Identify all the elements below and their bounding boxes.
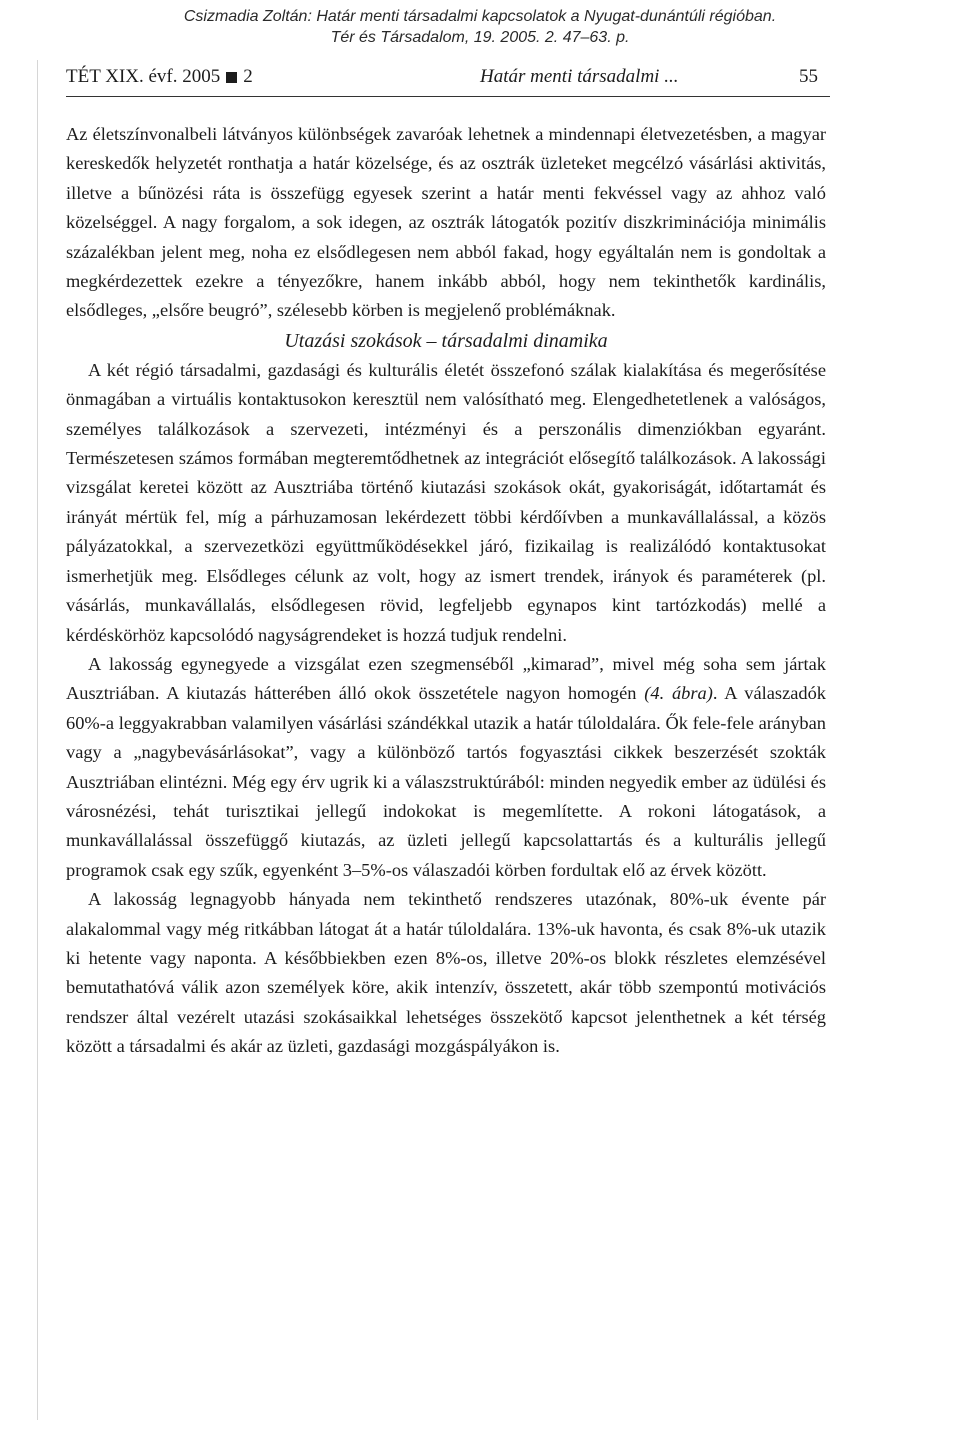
citation-line-2: Tér és Társadalom, 19. 2005. 2. 47–63. p. bbox=[330, 29, 630, 46]
running-head-journal bbox=[66, 66, 253, 88]
running-head bbox=[66, 66, 830, 97]
page-number: 55 bbox=[799, 66, 818, 87]
paragraph-1: Az életszínvonalbeli látványos különbségek zavaróak lehetnek a mindennapi életvezetésben, a magyar kereskedők helyzetét ronthatja a határ közelsége, és az osztrák üzleteket megcélzó vásárlási aktivitás, illetve a bűnözési ráta is összefügg egyesek szerint a határ menti fekvéssel vagy az ahhoz való közelséggel. A nagy forgalom, a sok idegen, az osztrák látogatók pozitív diszkriminációja minimális százalékban jelent meg, noha ez elsődlegesen nem abból fakad, hogy egyáltalán nem is gondoltak a megkérdezettek ezekre a tényezőkre, hanem inkább abból, hogy nem tekinthetők kardinális, elsődleges, „elsőre beugró”, szélesebb körben is megjelenő problémáknak. bbox=[66, 124, 826, 321]
paragraph-4: A lakosság legnagyobb hányada nem tekinthető rendszeres utazónak, 80%-uk évente pár alakalommal vagy még ritkábban látogat át a határ túloldalára. 13%-uk havonta, és csak 8%-uk utazik ki hetente vagy naponta. A későbbiekben ezen 8%-os, illetve 20%-os blokk részletes elemzésével bemutathatóvá válik azon személyek köre, akik intenzív, összetett, akár több szempontú motivációs rendszer által vezérelt utazási szokásaikkal lehetséges összekötő kapcsot jelenthetnek a két térség között a társadalmi és akár az üzleti, gazdasági mozgáspályákon is. bbox=[66, 889, 826, 1057]
paragraph-3-part-1: A lakosság egynegyede a vizsgálat ezen szegmenséből „kimarad”, mivel még soha sem jártak Ausztriában. A kiutazás hátterében álló okok összetétele nagyon homogén bbox=[66, 653, 826, 704]
journal-volume: TÉT XIX. évf. 2005 bbox=[66, 66, 221, 87]
paragraph-2: A két régió társadalmi, gazdasági és kulturális életét összefonó szálak kialakítása és megerősítése önmagában a virtuális kontaktusokon keresztül nem valósítható meg. Elengedhetetlenek a valóságos, személyes találkozások a szervezeti, intézményi és a perszonális dimenziókban egyaránt. Természetesen számos formában megteremtődhetnek az integrációt elősegítő találkozások. A lakossági vizsgálat keretei között az Ausztriába történő kiutazási szokások okát, gyakoriságát, időtartamát és irányát mértük fel, míg a párhuzamosan lekérdezett többi kérdőívben a munkavállalással, a közös pályázatokkal, a szervezetközi együttműködésekkel járó, fizikailag is realizálódó kontaktusokat ismerhetjük meg. Elsődleges célunk az volt, hogy az ismert trendek, irányok és paraméterek (pl. vásárlás, munkavállalás, elsődlegesen rövid, legfeljebb egynapos kint tartózkodás) mellé a kérdéskörhöz kapcsolódó nagyságrendeket is hozzá tudjuk rendelni. bbox=[66, 359, 826, 645]
running-head-title: Határ menti társadalmi ... bbox=[480, 66, 679, 87]
citation-header bbox=[0, 6, 960, 48]
figure-reference: (4. ábra) bbox=[644, 683, 713, 704]
paragraph-3-part-2: . A válaszadók 60%-a leggyakrabban valamilyen vásárlási szándékkal utazik a határ túloldalára. Ők fele-fele arányban vagy a „nagybevásárlásokat”, vagy a különböző tartós fogyasztási cikkek beszerzését szokták Ausztriában elintézni. Még egy érv ugrik ki a válaszstruktúrából: minden negyedik ember az üdülési és városnézési, tehát turisztikai jellegű indokokat is megemlítette. A rokoni látogatások, a munkavállalással összefüggő kiutazás, az üzleti jellegű kapcsolattartás és a kulturális jellegű programok csak egy szűk, egyenként 3–5%-os válaszadói körben fordultak elő az érvek között. bbox=[66, 683, 826, 880]
paragraph-3 bbox=[66, 650, 826, 885]
scan-margin-line bbox=[37, 60, 38, 1420]
section-title: Utazási szokások – társadalmi dinamika bbox=[284, 329, 608, 352]
citation-line-1: Csizmadia Zoltán: Határ menti társadalmi kapcsolatok a Nyugat-dunántúli régióban. bbox=[183, 8, 777, 25]
issue-number: 2 bbox=[243, 66, 253, 87]
article-body bbox=[66, 120, 826, 1062]
square-bullet-icon bbox=[226, 72, 237, 83]
